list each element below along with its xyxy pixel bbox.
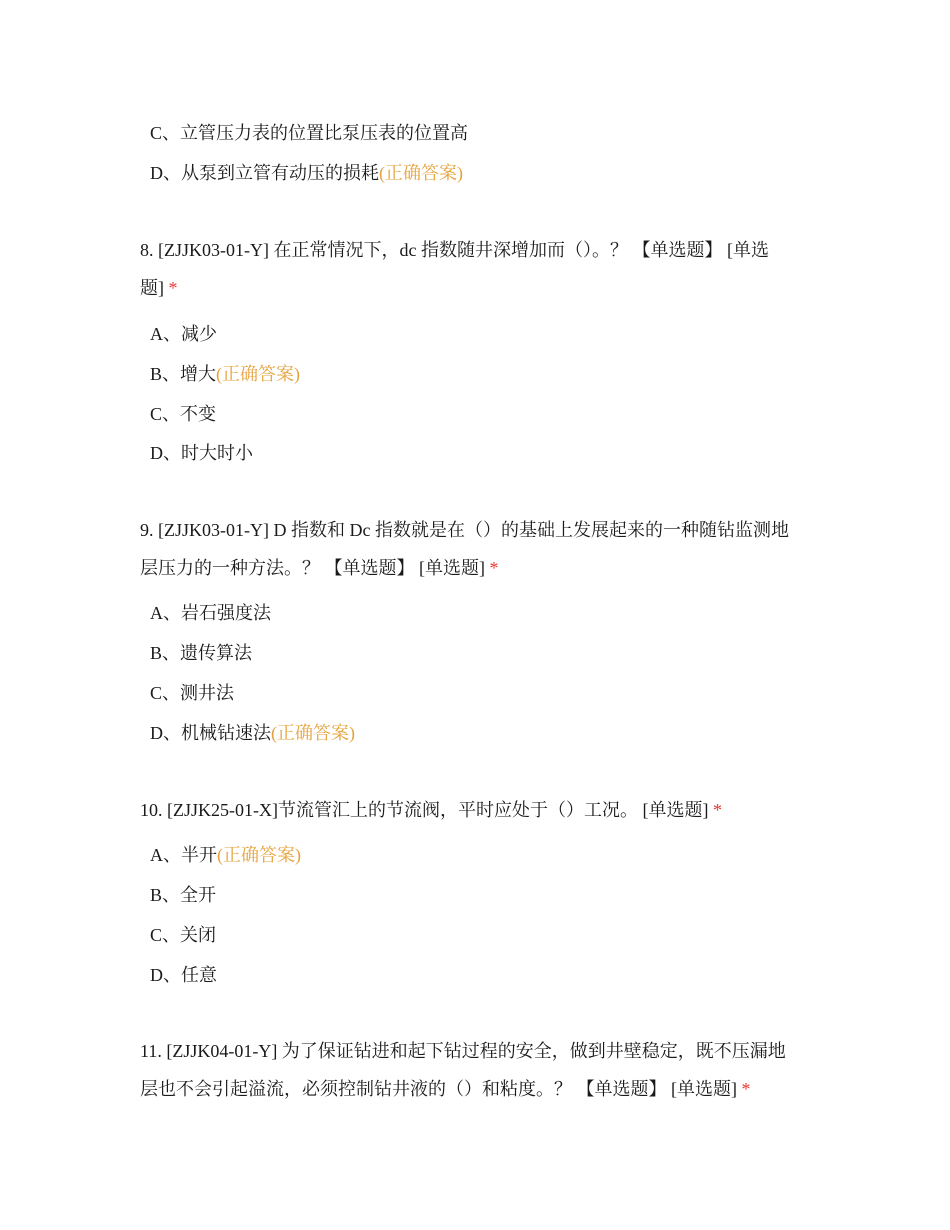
- option-text: A、减少: [150, 324, 217, 344]
- option-text: C、不变: [150, 404, 217, 424]
- question-9-text-line2: 层压力的一种方法。？ 【单选题】 [单选题] *: [140, 558, 499, 578]
- required-mark: *: [741, 1079, 751, 1099]
- option-text: D、从泵到立管有动压的损耗: [150, 163, 379, 183]
- option-text: A、半开: [150, 845, 217, 865]
- question-9-text-line1: 9. [ZJJK03-01-Y] D 指数和 Dc 指数就是在（）的基础上发展起来的一种随钻监测地: [140, 520, 789, 540]
- option-q10-b[interactable]: [150, 883, 216, 907]
- question-11-text-line2: 层也不会引起溢流，必须控制钻井液的（）和粘度。？ 【单选题】 [单选题] *: [140, 1079, 751, 1099]
- option-q9-a[interactable]: [150, 601, 271, 625]
- option-q10-c[interactable]: [150, 923, 216, 947]
- option-text: D、机械钻速法: [150, 723, 271, 743]
- question-10-text-line1: 10. [ZJJK25-01-X]节流管汇上的节流阀，平时应处于（）工况。 [单选题] *: [140, 800, 722, 820]
- option-q9-d[interactable]: [150, 721, 355, 745]
- option-text: B、遗传算法: [150, 643, 253, 663]
- option-q8-d[interactable]: [150, 441, 253, 465]
- option-text: C、立管压力表的位置比泵压表的位置高: [150, 123, 469, 143]
- question-8-text-line2: 题] *: [140, 278, 178, 298]
- option-q9-c[interactable]: [150, 681, 234, 705]
- correct-answer-tag: (正确答案): [216, 364, 301, 384]
- question-11-text-line1: 11. [ZJJK04-01-Y] 为了保证钻进和起下钻过程的安全，做到井壁稳定，既不压漏地: [140, 1041, 786, 1061]
- required-mark: *: [712, 800, 722, 820]
- option-text: A、岩石强度法: [150, 603, 271, 623]
- option-text: C、测井法: [150, 683, 235, 703]
- required-mark: *: [168, 278, 178, 298]
- option-text: C、关闭: [150, 925, 217, 945]
- option-text: D、任意: [150, 965, 217, 985]
- correct-answer-tag: (正确答案): [217, 845, 301, 865]
- option-q10-d[interactable]: [150, 963, 217, 987]
- option-text: D、时大时小: [150, 443, 253, 463]
- option-q8-b[interactable]: [150, 362, 300, 386]
- correct-answer-tag: (正确答案): [379, 163, 463, 183]
- option-q9-b[interactable]: [150, 641, 252, 665]
- option-q7-d[interactable]: [150, 161, 463, 185]
- question-8-text-line1: 8. [ZJJK03-01-Y] 在正常情况下，dc 指数随井深增加而（）。？ 【单选题】 [单选: [140, 240, 769, 260]
- option-text: B、增大: [150, 364, 217, 384]
- option-q8-c[interactable]: [150, 402, 216, 426]
- option-text: B、全开: [150, 885, 217, 905]
- option-q8-a[interactable]: [150, 322, 217, 346]
- option-q10-a[interactable]: [150, 843, 301, 867]
- option-q7-c[interactable]: [150, 121, 468, 145]
- correct-answer-tag: (正确答案): [271, 723, 355, 743]
- required-mark: *: [489, 558, 499, 578]
